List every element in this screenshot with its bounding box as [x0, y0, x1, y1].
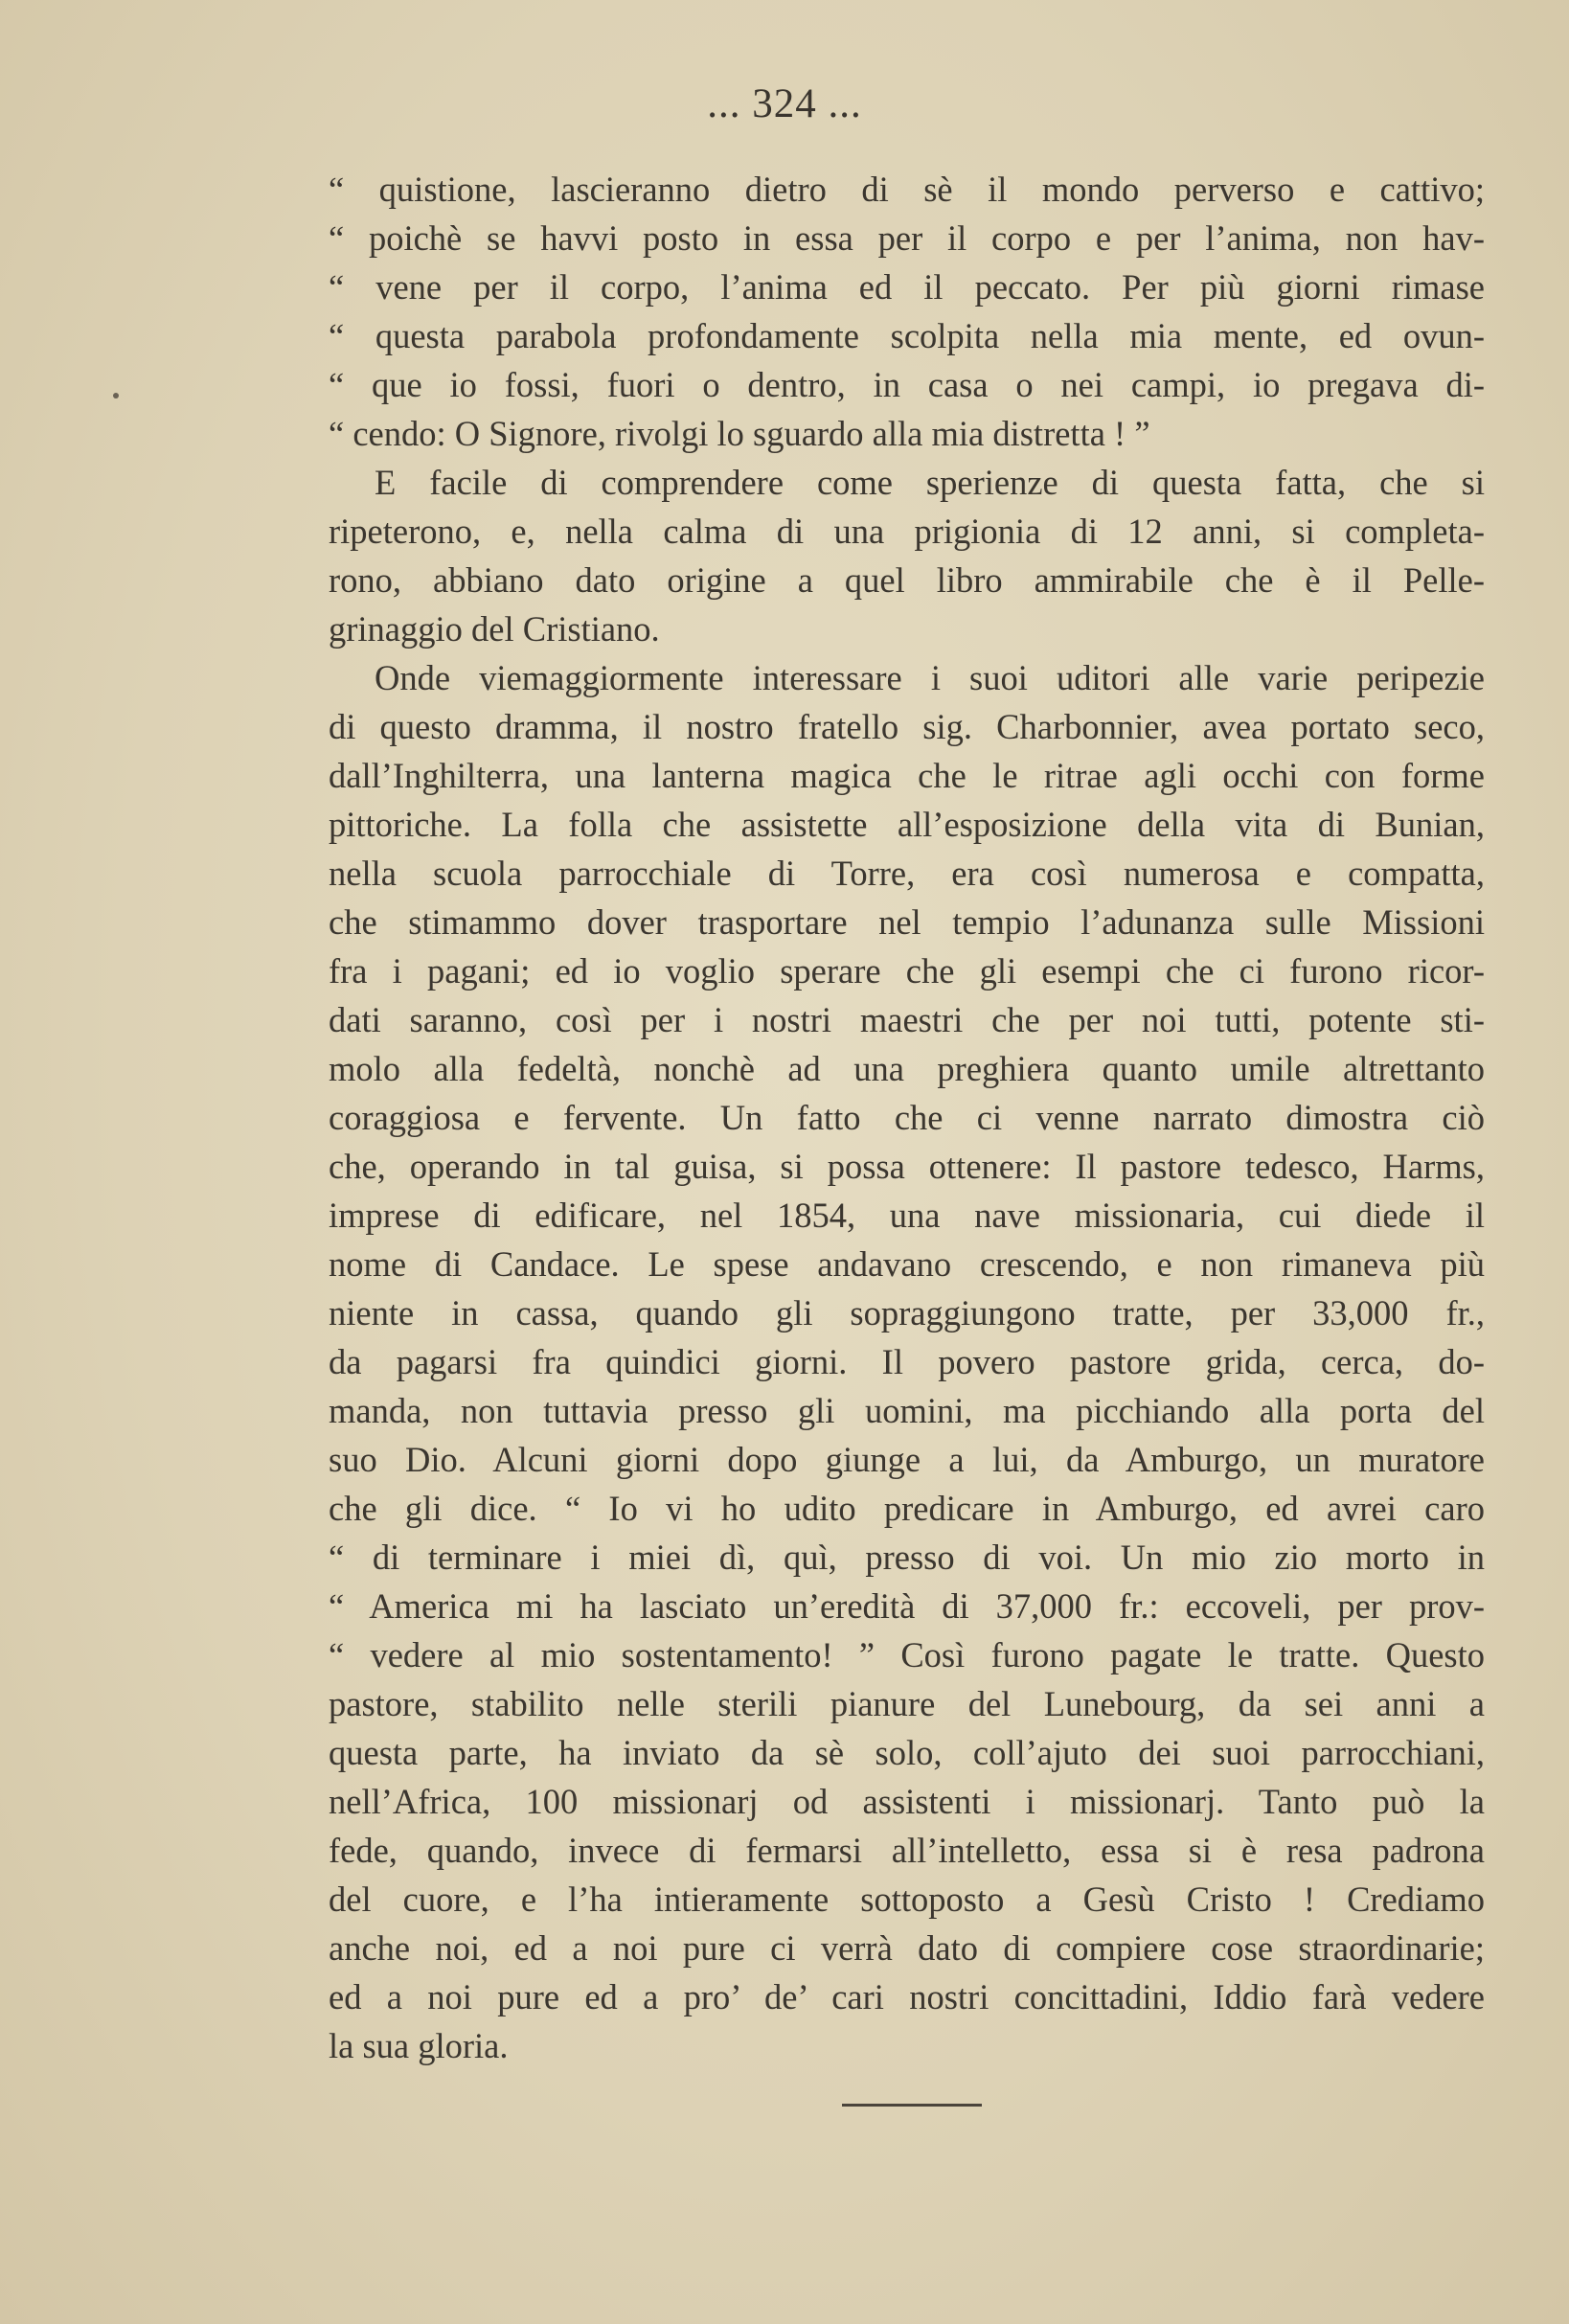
- text-line: “ cendo: O Signore, rivolgi lo sguardo alla mia distretta ! ”: [329, 414, 1150, 453]
- text-line: fede, quando, invece di fermarsi all’intelletto, essa si è resa padrona: [329, 1831, 1485, 1870]
- text-line: imprese di edificare, nel 1854, una nave missionaria, cui diede il: [329, 1196, 1485, 1235]
- ink-speck: [113, 393, 119, 399]
- body-text: [329, 165, 1485, 2070]
- text-line: “ que io fossi, fuori o dentro, in casa o nei campi, io pregava di-: [329, 365, 1485, 404]
- text-line: grinaggio del Cristiano.: [329, 609, 660, 649]
- text-line: suo Dio. Alcuni giorni dopo giunge a lui, da Amburgo, un muratore: [329, 1440, 1485, 1479]
- text-line: questa parte, ha inviato da sè solo, coll’ajuto dei suoi parrocchiani,: [329, 1733, 1485, 1772]
- text-line: pittoriche. La folla che assistette all’esposizione della vita di Bunian,: [329, 805, 1485, 844]
- text-line: “ questa parabola profondamente scolpita nella mia mente, ed ovun-: [329, 316, 1485, 355]
- paragraph-start-line: Onde viemaggiormente interessare i suoi uditori alle varie peripezie: [375, 658, 1485, 697]
- text-line: “ vene per il corpo, l’anima ed il peccato. Per più giorni rimase: [329, 267, 1485, 307]
- text-line: la sua gloria.: [329, 2026, 509, 2065]
- text-line: “ vedere al mio sostentamento! ” Così furono pagate le tratte. Questo: [329, 1635, 1485, 1675]
- text-line: “ quistione, lascieranno dietro di sè il mondo perverso e cattivo;: [329, 170, 1485, 209]
- text-line: “ poichè se havvi posto in essa per il corpo e per l’anima, non hav-: [329, 218, 1485, 258]
- text-line: coraggiosa e fervente. Un fatto che ci venne narrato dimostra ciò: [329, 1098, 1485, 1137]
- text-line: da pagarsi fra quindici giorni. Il povero pastore grida, cerca, do-: [329, 1342, 1485, 1381]
- text-line: nell’Africa, 100 missionarj od assistenti i missionarj. Tanto può la: [329, 1782, 1485, 1821]
- text-line: molo alla fedeltà, nonchè ad una preghiera quanto umile altrettanto: [329, 1049, 1485, 1088]
- text-line: che, operando in tal guisa, si possa ottenere: Il pastore tedesco, Harms,: [329, 1147, 1485, 1186]
- text-line: “ di terminare i miei dì, quì, presso di voi. Un mio zio morto in: [329, 1538, 1485, 1577]
- text-line: del cuore, e l’ha intieramente sottoposto a Gesù Cristo ! Crediamo: [329, 1880, 1485, 1919]
- text-line: pastore, stabilito nelle sterili pianure del Lunebourg, da sei anni a: [329, 1684, 1485, 1723]
- end-rule: [842, 2104, 982, 2107]
- page-number: ... 324 ...: [707, 81, 862, 126]
- text-line: dall’Inghilterra, una lanterna magica che le ritrae agli occhi con forme: [329, 756, 1485, 795]
- text-line: nella scuola parrocchiale di Torre, era così numerosa e compatta,: [329, 854, 1485, 893]
- text-line: che gli dice. “ Io vi ho udito predicare in Amburgo, ed avrei caro: [329, 1489, 1485, 1528]
- text-line: ed a noi pure ed a pro’ de’ cari nostri concittadini, Iddio farà vedere: [329, 1977, 1485, 2016]
- text-line: dati saranno, così per i nostri maestri che per noi tutti, potente sti-: [329, 1000, 1485, 1039]
- text-line: che stimammo dover trasportare nel tempio l’adunanza sulle Missioni: [329, 902, 1485, 942]
- text-line: anche noi, ed a noi pure ci verrà dato di compiere cose straordinarie;: [329, 1928, 1485, 1968]
- text-line: nome di Candace. Le spese andavano crescendo, e non rimaneva più: [329, 1244, 1485, 1284]
- text-line: niente in cassa, quando gli sopraggiungono tratte, per 33,000 fr.,: [329, 1293, 1485, 1333]
- text-line: “ America mi ha lasciato un’eredità di 37,000 fr.: eccoveli, per prov-: [329, 1586, 1485, 1626]
- text-line: rono, abbiano dato origine a quel libro ammirabile che è il Pelle-: [329, 560, 1485, 600]
- paragraph-start-line: E facile di comprendere come sperienze di questa fatta, che si: [375, 463, 1485, 502]
- text-line: manda, non tuttavia presso gli uomini, ma picchiando alla porta del: [329, 1391, 1485, 1430]
- text-line: fra i pagani; ed io voglio sperare che gli esempi che ci furono ricor-: [329, 951, 1485, 991]
- text-line: ripeterono, e, nella calma di una prigionia di 12 anni, si completa-: [329, 512, 1485, 551]
- text-line: di questo dramma, il nostro fratello sig. Charbonnier, avea portato seco,: [329, 707, 1485, 746]
